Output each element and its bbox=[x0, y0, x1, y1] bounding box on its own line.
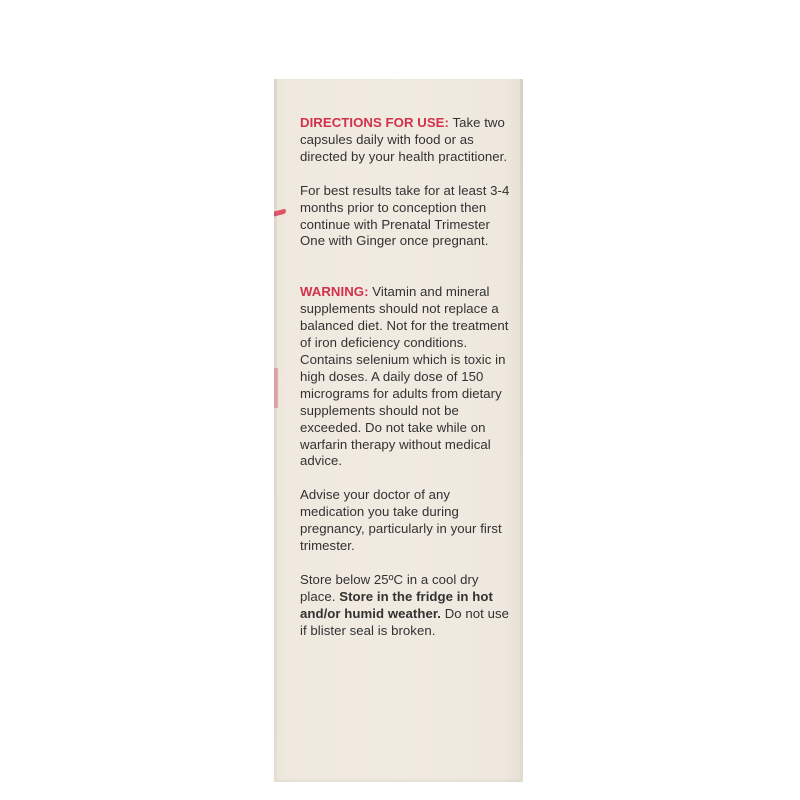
seal-text: Do not use if blister seal is broken. bbox=[300, 605, 510, 638]
product-label-text bbox=[300, 115, 515, 657]
directions-paragraph bbox=[300, 115, 515, 166]
directions-text: Take two capsules daily with food or as directed by your health practitioner. bbox=[300, 115, 508, 164]
storage-paragraph bbox=[300, 572, 515, 640]
advise-text: Advise your doctor of any medication you take during pregnancy, particularly in your first trimester. bbox=[300, 487, 502, 554]
best-results-text: For best results take for at least 3-4 months prior to conception then continue with Prenatal Trimester One with Ginger once pregnant. bbox=[300, 182, 510, 249]
warning-paragraph bbox=[300, 284, 515, 470]
storage-bold-text: Store in the fridge in hot and/or humid weather. bbox=[300, 588, 493, 621]
warning-heading: WARNING: bbox=[300, 284, 369, 300]
directions-heading: DIRECTIONS FOR USE: bbox=[300, 115, 449, 130]
faint-edge-mark bbox=[274, 368, 278, 408]
best-results-paragraph bbox=[300, 183, 515, 251]
advise-paragraph bbox=[300, 487, 515, 555]
storage-text: Store below 25ºC in a cool dry place. bbox=[300, 571, 479, 604]
warning-text: Vitamin and mineral supplements should not replace a balanced diet. Not for the treatment of iron deficiency conditions. Contains selenium which is toxic in high doses. A daily dose of 150 micrograms for adults from dietary supplements should not be exceeded. Do not take while on warfarin therapy without medical advice. bbox=[300, 284, 509, 469]
